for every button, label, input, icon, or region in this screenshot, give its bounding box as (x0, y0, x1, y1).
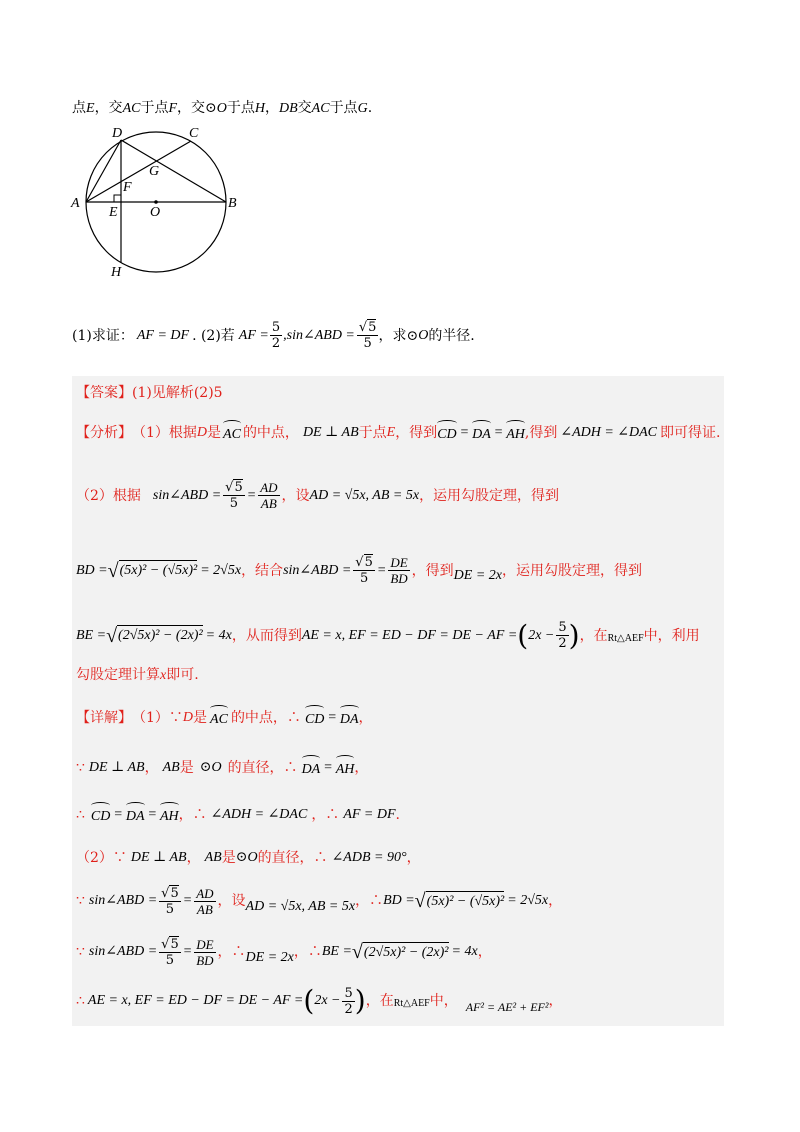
segment-ac-2: AC (311, 101, 330, 116)
question-part1: (1)求证： (72, 327, 134, 344)
label-h: H (111, 265, 122, 280)
analysis-label: 【分析】 (76, 424, 132, 441)
label-d: D (112, 126, 123, 141)
detail2-line-2: ∵ sin∠ABD = $\frac{√5}{5}$ = $\frac{AD}{AB}$ ，设 AD = √5x, AB = 5x ，∴ BD = √ (5x)² − (√5x)² = 2√5x ， (76, 885, 563, 917)
point-h: H (254, 101, 265, 116)
detail-line-1: 【详解】 （1）∵ D 是 AC 的中点，∴ CD = DA ， (76, 705, 373, 730)
center-dot (154, 200, 158, 204)
answer-panel (72, 376, 724, 1026)
detail2-line-3: ∵ sin∠ABD = $\frac{√5}{5}$ = $\frac{DE}{BD}$ ，∴ DE = 2x ，∴ BE = √ (2√5x)² − (2x)² = 4x ， (76, 936, 492, 968)
detail-line-2: ∵ DE ⊥ AB ， AB 是 ⊙O 的直径，∴ DA = AH ， (76, 755, 368, 780)
detail-line-3: ∴ CD = DA = AH ，∴ ∠ADH = ∠DAC ，∴ AF = DF . (76, 802, 400, 827)
segment-ac: AC (122, 101, 141, 116)
detail2-line-1: （2）∵ DE ⊥ AB ， AB 是 ⊙O 的直径，∴ ∠ADB = 90° ， (76, 850, 421, 866)
label-b: B (228, 196, 237, 211)
analysis-be-line: BE = √ (2√5x)² − (2x)² = 4x ，从而得到 AE = x, EF = ED − DF = DE − AF = ( 2x − $\frac{5}{2}$ ) ，在 Rt△AEF 中，利用 (76, 618, 700, 652)
chord-db (121, 140, 226, 202)
label-c: C (189, 126, 199, 141)
detail-label: 【详解】 (76, 709, 132, 726)
analysis-bd-line: BD = √ (5x)² − (√5x)² = 2√5x ，结合 sin∠ABD = $\frac{√5}{5}$ = $\frac{DE}{BD}$ ，得到 DE = 2x ，运用勾股定理，得到 (76, 555, 642, 586)
analysis-line-1: 【分析】 （1）根据 D 是 AC 的中点， DE ⊥ AB 于点 E ，得到 CD = DA = AH ,得到 ∠ADH = ∠DAC 即可得证. (76, 420, 720, 445)
label-o: O (150, 205, 161, 220)
geometry-diagram (66, 120, 246, 285)
question-line: (1)求证： AF = DF . (2)若 AF = $\frac{5}{2}$ ,sin∠ABD = $\frac{√5}{5}$ ，求⊙ O 的半径. (72, 320, 475, 351)
answer-label: 【答案】(1)见解析(2)5 (76, 385, 223, 401)
point-f: F (168, 101, 178, 116)
label-f: F (123, 180, 132, 195)
circle-o: O (216, 101, 227, 116)
intro-line: 点E，交AC于点F，交⊙O于点H，DB交AC于点G. (72, 100, 373, 116)
point-e: E (86, 101, 95, 116)
right-angle-mark (114, 195, 121, 202)
chord-ad (86, 140, 121, 202)
detail2-line-4: ∴ AE = x, EF = ED − DF = DE − AF = ( 2x − $\frac{5}{2}$ ) ，在 Rt△AEF 中， AF² = AE² + EF² ， (76, 984, 563, 1017)
point-g: G (357, 101, 368, 116)
analysis-last-line: 勾股定理计算x即可. (76, 667, 199, 683)
label-a: A (71, 196, 80, 211)
analysis-line-2: （2）根据 sin∠ABD = $\frac{√5}{5}$ = $\frac{AD}{AB}$ ，设 AD = √5x, AB = 5x ，运用勾股定理，得到 (76, 480, 560, 511)
label-e: E (109, 205, 118, 220)
label-g: G (149, 164, 160, 179)
segment-db: DB (279, 101, 298, 116)
